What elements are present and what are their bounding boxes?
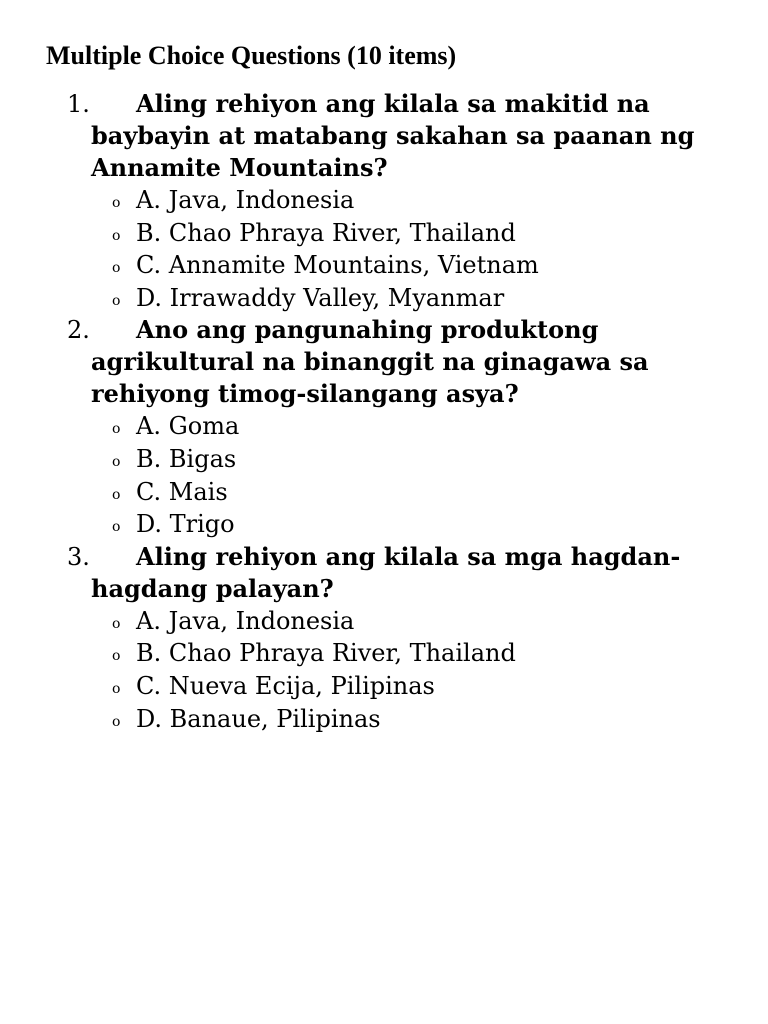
question-number: 3. — [67, 542, 90, 571]
option-item — [91, 217, 728, 250]
option-text: A. Java, Indonesia — [136, 186, 355, 214]
option-item — [91, 249, 728, 282]
bullet-icon: o — [112, 453, 121, 470]
question-list — [0, 88, 768, 735]
option-text: C. Annamite Mountains, Vietnam — [136, 251, 539, 280]
option-text: B. Chao Phraya River, Thailand — [136, 639, 516, 668]
option-text: B. Chao Phraya River, Thailand — [136, 218, 516, 247]
question-item — [0, 541, 768, 735]
option-text: D. Irrawaddy Valley, Myanmar — [136, 283, 505, 312]
option-item — [91, 184, 728, 217]
bullet-icon: o — [112, 519, 121, 536]
question-item — [0, 88, 768, 314]
question-text: Aling rehiyon ang kilala sa mga hagdan-hagdang palayan? — [91, 541, 681, 603]
option-item — [91, 508, 728, 541]
question-text: Aling rehiyon ang kilala sa makitid na baybayin at matabang sakahan sa paanan ng Annamite Mountains? — [91, 89, 695, 182]
option-text: D. Banaue, Pilipinas — [136, 704, 381, 733]
option-text: C. Mais — [136, 477, 228, 506]
option-item — [91, 476, 728, 509]
option-item — [91, 410, 728, 443]
bullet-icon: o — [112, 486, 121, 503]
option-text: C. Nueva Ecija, Pilipinas — [136, 671, 435, 700]
option-list — [91, 184, 728, 314]
document-heading: Multiple Choice Questions (10 items) — [46, 41, 457, 70]
option-list — [91, 605, 728, 735]
bullet-icon: o — [112, 195, 121, 211]
option-text: A. Goma — [136, 412, 240, 441]
bullet-icon: o — [112, 713, 121, 730]
option-text: A. Java, Indonesia — [136, 606, 355, 635]
option-text: D. Trigo — [136, 510, 235, 539]
bullet-icon: o — [112, 648, 121, 665]
option-item — [91, 282, 728, 315]
option-item — [91, 637, 728, 670]
option-item — [91, 670, 728, 703]
bullet-icon: o — [112, 260, 121, 277]
bullet-icon: o — [112, 292, 121, 309]
bullet-icon: o — [112, 680, 121, 697]
option-item — [91, 703, 728, 736]
question-item — [0, 314, 768, 540]
option-item — [91, 605, 728, 638]
bullet-icon: o — [112, 615, 121, 632]
question-number: 1. — [67, 90, 90, 118]
option-item — [91, 443, 728, 476]
option-list — [91, 410, 728, 540]
question-number: 2. — [67, 316, 90, 345]
bullet-icon: o — [112, 421, 121, 438]
question-text: Ano ang pangunahing produktong agrikultural na binanggit na ginagawa sa rehiyong timog-silangang asya? — [91, 315, 649, 409]
option-text: B. Bigas — [136, 444, 237, 473]
bullet-icon: o — [112, 227, 121, 244]
